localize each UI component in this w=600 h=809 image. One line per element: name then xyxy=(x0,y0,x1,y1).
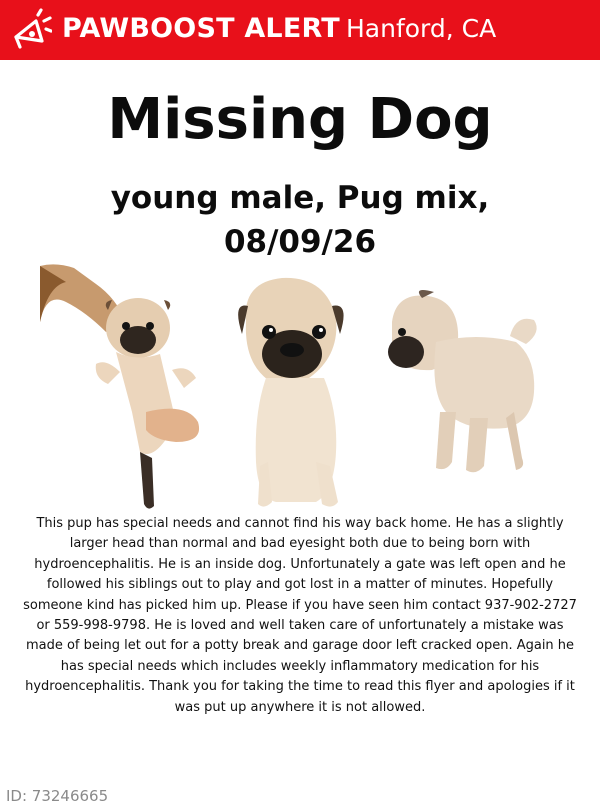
page-title: Missing Dog xyxy=(107,87,493,152)
megaphone-icon xyxy=(8,7,52,51)
flyer-id: ID: 73246665 xyxy=(6,787,109,805)
dog-description: This pup has special needs and cannot find his way back home. He has a slightly larger head than normal and bad eyesight both due to being born with hydroencephalitis. He is an inside dog. Unfortunately a gate was left open and he followed his siblings out to play and got lost in a matter of minutes. Hopefully someone kind has picked him up. Please if you have seen him contact 937-902-2727 or 559-998-9798. He is loved and well taken care of unfortunately a mistake was made of being let out for a potty break and garage door left cracked open. Again he has special needs which includes weekly inflammatory medication for his hydroencephalitis. Thank you for taking the time to read this flyer and apologies if it was put up anywhere it is not allowed. xyxy=(23,516,577,715)
dog-photos xyxy=(36,262,566,517)
banner-location: Hanford, CA xyxy=(346,14,497,43)
alert-banner xyxy=(0,0,600,60)
dog-photo-held xyxy=(40,264,199,508)
dog-photo-sitting xyxy=(238,278,343,507)
dog-photo-walking xyxy=(388,290,537,472)
banner-brand: PAWBOOST ALERT xyxy=(62,13,340,44)
dog-details: young male, Pug mix, 08/09/26 xyxy=(110,180,490,260)
